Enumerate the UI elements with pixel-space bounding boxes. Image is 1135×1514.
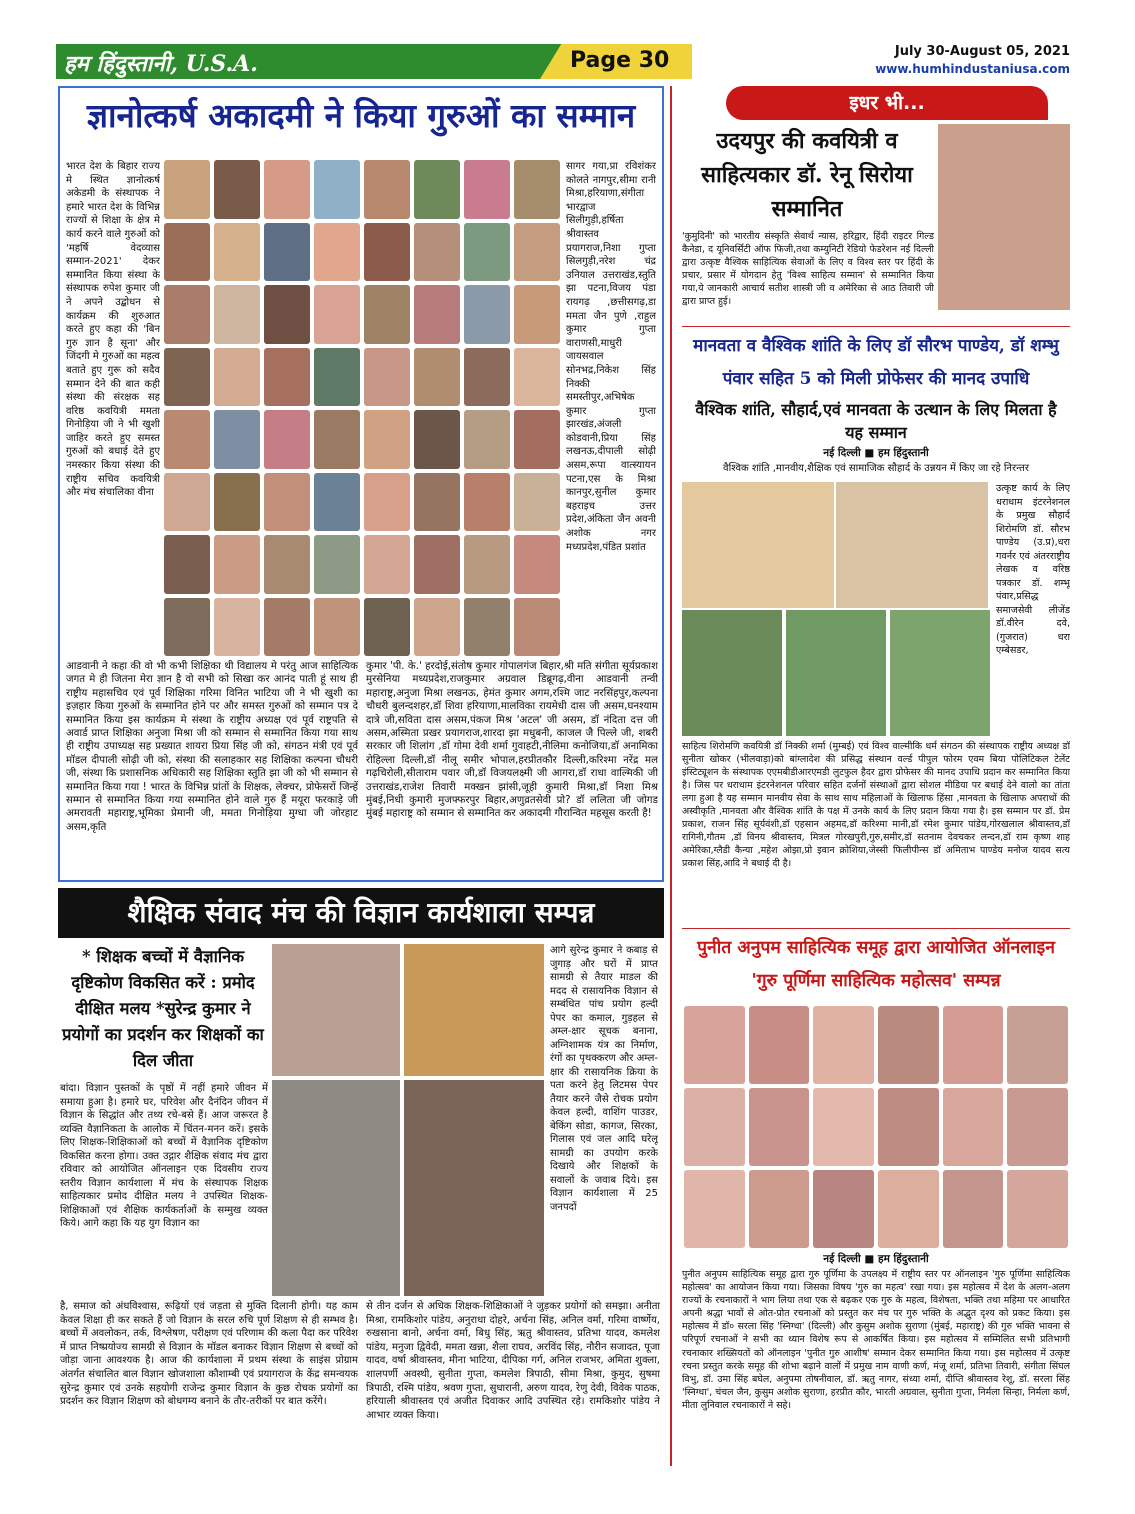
honoree-photo <box>214 160 260 219</box>
participant-photo <box>684 1170 745 1248</box>
participant-photo <box>813 1088 874 1166</box>
article1-title: ज्ञानोत्कर्ष अकादमी ने किया गुरुओं का सम्मान <box>86 96 636 135</box>
honoree-photo <box>314 598 360 657</box>
honoree-photo <box>464 535 510 594</box>
participant-photo <box>749 1170 810 1248</box>
article2-subhead: * शिक्षक बच्चों में वैज्ञानिक दृष्टिकोण विकसित करें : प्रमोद दीक्षित मलय *सुरेन्द्र कुमार ने प्रयोगों का प्रदर्शन कर शिक्षकों का दिल जीता <box>62 947 264 1070</box>
participant-photo <box>878 1088 939 1166</box>
honoree-photo <box>364 285 410 344</box>
honoree-photo <box>314 223 360 282</box>
honoree-photo <box>314 535 360 594</box>
participant-photo <box>1007 1088 1068 1166</box>
honoree-photo <box>364 598 410 657</box>
honoree-photo <box>164 348 210 407</box>
article2-bottom-left: है, समाज को अंधविश्वास, रूढ़ियों एवं जड़ता से मुक्ति दिलानी होगी। यह काम केवल शिक्षा ही कर सकते हैं जो विज्ञान के सरल रुचि पूर्ण शिक्षण से ही सम्भव है। बच्चों में अवलोकन, तर्क, विश्लेषण, परीक्षण एवं परिणाम की कला पैदा कर परिवेश में प्राप्त निष्प्रयोज्य सामग्री से विज्ञान के मॉडल बनाकर विज्ञान शिक्षण से बच्चों को जोड़ा जाना आवश्यक है। आज की कार्यशाला में प्रथम संस्था के साइंस प्रोग्राम अंतर्गत संचालित बाल विज्ञान खोजशाला कौशाम्बी एवं प्रयागराज के केंद्र समन्वयक सुरेन्द्र कुमार एवं उनके सहयोगी राजेन्द्र कुमार विज्ञान के कुछ रोचक प्रयोगों का प्रदर्शन कर विज्ञान शिक्षण को बोधगम्य बनाने के तौर-तरीकों पर बात करेंगे। <box>60 1301 358 1408</box>
honoree-photo <box>314 348 360 407</box>
honoree-photo <box>414 598 460 657</box>
honoree-photo <box>464 348 510 407</box>
participant-photo <box>943 1170 1004 1248</box>
story3-photo-grid <box>684 1006 1068 1248</box>
section-label-idhar-bhi: इधर भी... <box>726 86 1048 120</box>
story3-body: पुनीत अनुपम साहित्यिक समूह द्वारा गुरु पूर्णिमा के उपलक्ष्य में राष्ट्रीय स्तर पर ऑनलाइन 'गुरु पूर्णिमा साहित्यिक महोत्सव' का आयोजन किया गया। जिसका विषय 'गुरु का महत्व' रखा गया। इस महोत्सव में देश के अलग-अलग राज्यों के रचनाकारों ने भाग लिया तथा एक से बढ़कर एक गुरु के महत्व, विशेषता, भक्ति तथा महिमा पर आधारित अपनी श्रद्धा भावों से ओत-प्रोत रचनाओं को प्रस्तुत कर मंच पर गुरु भक्ति के अद्भुत दृश्य को प्रकट किया। इस महोत्सव में डॉ० सरला सिंह 'स्निग्धा' (दिल्ली) और कुसुम अशोक सुराणा (मुंबई, महाराष्ट्र) की गुरु भक्ति भावना से परिपूर्ण रचनाओं ने सभी का ध्यान विशेष रूप से आकर्षित किया। इस महोत्सव में सम्मिलित सभी प्रतिभागी रचनाकार शख्सियतों को ऑनलाइन 'पुनीत गुरु आशीष' सम्मान देकर सम्मानित किया गया। इस महोत्सव में उत्कृष्ट रचना प्रस्तुत करके समूह की शोभा बढ़ाने वालों में प्रमुख नाम वाणी कर्ण, मंजू शर्मा, प्रतिभा तिवारी, संगीता सिंघल विभु, डॉ. उमा सिंह बघेल, अनुपमा तोषनीवाल, डॉ. ऋतु नागर, संध्या शर्मा, दीप्ति श्रीवास्तव रेशू, डॉ. सरला सिंह 'स्निग्धा', चंचल जैन, कुसुम अशोक सुराणा, हरप्रीत कौर, भारती अग्रवाल, सुनीता गुप्ता, निर्मला सिन्हा, निर्मला कर्ण, मीता लुनिवाल रचनाकारों ने सहे। <box>682 1269 1070 1411</box>
participant-photo <box>813 1006 874 1084</box>
honoree-photo <box>414 223 460 282</box>
honoree-photo <box>264 535 310 594</box>
masthead-title: हम हिंदुस्तानी, U.S.A. <box>64 51 258 77</box>
honoree-photo <box>264 223 310 282</box>
story2-subtitle: वैश्विक शांति, सौहार्द,एवं मानवता के उत्थान के लिए मिलता है यह सम्मान <box>695 400 1057 442</box>
story2-body: साहित्य शिरोमणि कवयित्री डॉ निक्की शर्मा (मुम्बई) एवं विश्व वाल्मीकि धर्म संगठन की संस्थापक राष्ट्रीय अध्यक्ष डॉ सुनीता खोकर (भीलवाड़ा)को बांग्लादेश की प्रसिद्ध संस्थान वर्ल्ड पीपुल फोरम एवम बिया पोलिटिकल टेलेंट इंस्टिट्यूशन के संस्थापक एएमबीडीआरएमडी लुटफुल हैदर द्वारा प्रोफेसर की मानद उपाधि प्रदान कर सम्मानित किया है। जिस पर धराधाम इंटरनेशनल परिवार सहित दर्जनों संस्थाओं द्वारा सोशल मीडिया पर बधाई देने वालो का तांता लगा हुआ है यह सम्मान मानवीय सेवा के साथ साथ महिलाओं के खिलाफ हिंसा ,मानवता के खिलाफ अपराधों की अस्वीकृति ,मानवता और वैश्विक शांति के पक्ष में उनके कार्य के लिए प्रदान किया गया है। इस सम्मान पर डॉ. प्रेम प्रकाश, राजन सिंह सूर्यवंशी,डॉ एहसान अहमद,डॉ करिश्मा मानी,डॉ रमेश कुमार पांडेय,गोरखलाल श्रीवास्तव,डॉ रागिनी,गौतम ,डॉ विनय श्रीवास्तव, मित्रल गोरखपुरी,गुरु,समीर,डॉ सतनाम देवचकर लन्दन,डॉ राम कृष्ण शाह अमेरिका,ग्लैडी कैन्या ,महेश ओझा,प्रो इवान क्रोशिया,जेस्सी फिलीपीन्स डॉ अमिताभ पाण्डेय मनोज यादव सत्य प्रकाश सिंह,आदि ने बधाई दी है। <box>682 741 1070 869</box>
honoree-photo <box>464 160 510 219</box>
story-divider <box>682 928 1070 929</box>
honoree-photo <box>314 473 360 532</box>
article2-col-right: आगे सुरेन्द्र कुमार ने कबाड़ से जुगाड़ और घरों में प्राप्त सामग्री से तैयार माडल की मदद से रासायनिक विज्ञान से सम्बंधित पांच प्रयोग हल्दी पेपर का कमाल, गुड़हल से अम्ल-क्षार सूचक बनाना, अग्निशामक यंत्र का निर्माण, रंगों का पृथक्करण और अम्ल-क्षार की रासायनिक क्रिया के पता करने हेतु लिटमस पेपर तैयार करने जैसे रोचक प्रयोग केवल हल्दी, वाशिंग पाउडर, बेकिंग सोडा, कागज, सिरका, गिलास एवं जल आदि घरेलू सामग्री का उपयोग करके दिखाये और शिक्षकों के सवालों के जवाब दिये। इस विज्ञान कार्यशाला में 25 जनपदों <box>550 945 658 1213</box>
page-number: Page 30 <box>570 48 670 73</box>
article1-bottom-left: आडवानी ने कहा की वो भी कभी शिक्षिका थी विद्यालय मे परंतु आज साहित्यिक जगत मे ही जितना मेरा ज्ञान है वो सभी को सिखा कर आनंद पाती हूं साथ ही राष्ट्रीय महासचिव एवं पूर्व शिक्षिका गरिमा विनित भाटिया जी ने भी खुशी का इज़हार किया गुरुओं के सम्मानित होने पर और समस्त गुरुओं को सम्मान पत्र दे सम्मानित किया इस कार्यक्रम मे संस्था के राष्ट्रीय अध्यक्ष एवं पूर्व राष्ट्रपति से अवार्ड प्राप्त शिक्षिका अनुजा मिश्रा जी को सम्मान से सम्मानित किया गया साथ ही राष्ट्रीय उपाध्यक्ष सह प्रख्यात शायरा प्रिया सिंह जी को, संगठन मंत्री एवं पूर्व मॉडल दीपाली सोढ़ी जी को, संस्था की सलाहकार सह शिक्षिका कल्पना चौधरी जी, संस्था कि प्रशासनिक अधिकारी सह शिक्षिका स्तुति झा जी को भी सम्मान से सम्मानित किया गया ! भारत के विभिन्न प्रांतों के शिक्षक, लेक्चर, प्रोफेसरों जिन्हें सम्मान से सम्मानित किया गया सम्मानित होने वाले गुरु हैं मयूरा फरकाडे़ जी अमरावती महाराष्ट्र,भूमिका प्रेमानी जी, ममता गिनोड़िया मुग्धा जी जोरहाट असम,कृति <box>66 661 358 833</box>
honoree-photo <box>414 348 460 407</box>
honoree-photo <box>164 535 210 594</box>
honoree-photo <box>164 473 210 532</box>
workshop-photo-presenter <box>404 1080 544 1296</box>
honoree-photo <box>164 160 210 219</box>
honoree-photo <box>464 223 510 282</box>
story2-side: उत्कृष्ट कार्य के लिए धराधाम इंटरनेशनल के प्रमुख सौहार्द शिरोमणि डॉ. सौरभ पाण्डेय (उ.प्र),धरा गवर्नर एवं अंतरराष्ट्रीय लेखक व वरिष्ठ पत्रकार डॉ. शम्भू पंवार,प्रसिद्ध समाजसेवी लीजेंड डॉ.वीरेन दवे,(गुजरात) धरा एम्बेसडर, <box>996 483 1070 656</box>
honoree-photo <box>414 473 460 532</box>
honoree-photo-nikki-sharma <box>786 610 886 736</box>
honoree-photo <box>464 473 510 532</box>
honoree-photo <box>264 598 310 657</box>
story2-lead: वैश्विक शांति ,मानवीय,शैक्षिक एवं सामाजिक सौहार्द के उन्नयन में किए जा रहे निरन्तर <box>723 463 1029 474</box>
honoree-photo <box>414 410 460 469</box>
honoree-photo <box>514 348 560 407</box>
honoree-photo <box>164 285 210 344</box>
story2-dateline: नई दिल्ली ■ हम हिंदुस्तानी <box>823 447 929 459</box>
website-link[interactable]: www.humhindustaniusa.com <box>875 62 1070 76</box>
story-divider <box>682 326 1070 327</box>
honoree-photo <box>514 598 560 657</box>
honoree-photo <box>164 410 210 469</box>
participant-photo <box>749 1006 810 1084</box>
honoree-photo <box>264 410 310 469</box>
honoree-photo <box>314 160 360 219</box>
workshop-photo-demo <box>272 1080 400 1296</box>
honoree-photo <box>364 223 410 282</box>
honoree-photo <box>364 410 410 469</box>
honoree-photo-viren-dave <box>682 610 782 736</box>
honoree-photo <box>514 473 560 532</box>
honoree-photo <box>264 473 310 532</box>
participant-photo <box>1007 1006 1068 1084</box>
honoree-photo <box>464 285 510 344</box>
honoree-photo <box>214 223 260 282</box>
honoree-photo <box>214 473 260 532</box>
honoree-photo <box>514 223 560 282</box>
honoree-photo <box>264 285 310 344</box>
participant-photo <box>684 1088 745 1166</box>
honoree-photo <box>464 598 510 657</box>
story2-title: मानवता व वैश्विक शांति के लिए डॉ सौरभ पाण्डेय, डॉ शम्भु पंवार सहित 5 को मिली प्रोफेसर की मानद उपाधि <box>693 336 1059 389</box>
participant-photo <box>1007 1170 1068 1248</box>
article2-bottom-right: से तीन दर्जन से अधिक शिक्षक-शिक्षिकाओं ने जुड़कर प्रयोगों को समझा। अनीता मिश्रा, रामकिशोर पांडेय, अनुराधा दोहरे, अर्चना सिंह, अनिल वर्मा, गरिमा वार्ष्णेय, रुखसाना बानो, अर्चना वर्मा, बिधु सिंह, ऋतु श्रीवास्तव, प्रतिभा यादव, कमलेश पांडेय, मनुजा द्विवेदी, ममता खन्ना, शैला राघव, अरविंद सिंह, नौरीन सजादत, पूजा यादव, वर्षा श्रीवास्तव, मीना भाटिया, दीपिका गर्ग, अनिल राजभर, अमिता शुक्ला, शालपर्णी अवस्थी, सुनीता गुप्ता, कमलेश त्रिपाठी, सीमा मिश्रा, कुमुद, सुषमा त्रिपाठी, रश्मि पांडेय, श्रवण गुप्ता, सुधारानी, अरुण यादव, रेणु देवी, विवेक पाठक, हरियाली श्रीवास्तव एवं अजीत दिवाकर आदि उपस्थित रहे। रामकिशोर पांडेय ने आभार व्यक्त किया। <box>366 1301 660 1421</box>
renu-siroya-photo <box>938 124 1070 310</box>
story3-title: पुनीत अनुपम साहित्यिक समूह द्वारा आयोजित ऑनलाइन 'गुरु पूर्णिमा साहित्यिक महोत्सव' सम्पन्न <box>697 938 1055 991</box>
honoree-photo <box>214 598 260 657</box>
honoree-photo <box>514 535 560 594</box>
honoree-photo <box>164 598 210 657</box>
participant-photo <box>813 1170 874 1248</box>
honoree-photo <box>514 410 560 469</box>
honoree-photo <box>314 285 360 344</box>
article1-bottom-right: कुमार 'पी. के.' हरदोई,संतोष कुमार गोपालगंज बिहार,श्री मति संगीता सूर्यप्रकाश मुरसेनिया मध्यप्रदेश,राजकुमार अग्रवाल डिब्रूगढ़,वीना आडवानी तन्वी महाराष्ट्र,अनुजा मिश्रा लखनऊ, हेमंत कुमार अगम,रश्मि जाट नरसिंहपुर,कल्पना चौधरी बुलन्दशहर,डॉ शिवा हरियाणा,मालविका रायमेधी दास जी असम,घनश्याम दात्रे जी,सविता दास असम,पंकज मिश्र 'अटल' जी असम, डॉ नंदिता दत्त जी असम,अस्मिता प्रखर प्रयागराज,शारदा झा मधुबनी, काजल जै पिल्ले जी, शबरी सरकार जी शिलांग ,डॉ गोमा देवी शर्मा गुवाहटी,नीलिमा कनोजिया,डॉ अनामिका रोहिल्ला दिल्ली,डॉ नीलू समीर भोपाल,हरप्रीतकौर दिल्ली,करिश्मा नरेंद्र मल गढ़चिरोली,सीताराम पवार जी,डॉ विजयलक्ष्मी जी आगरा,डॉ राधा वाल्मिकी जी उत्तराखंड,राजेश तिवारी मक्खन झांसी,जूही कुमारी मिश्रा,डॉ निशा मिश्र मुंबई,निधी कुमारी मुजफ्फरपुर बिहार,अणुव्रतसेवी प्रो? डॉ ललिता जी जोगड मुंबई महाराष्ट्र को सम्मान से सम्मानित कर अकादमी गौरान्वित महसूस करती है! <box>366 661 658 820</box>
honoree-photo <box>164 223 210 282</box>
participant-photo <box>878 1170 939 1248</box>
honoree-photo <box>264 160 310 219</box>
story1-title: उदयपुर की कवयित्री व साहित्यकार डॉ. रेनू सिरोया सम्मानित <box>701 128 913 222</box>
participant-photo <box>684 1006 745 1084</box>
article1-col-right: सागर गया,प्रा रविशंकर कोलते नागपुर,सीमा रानी मिश्रा,हरियाणा,संगीता भारद्वाज सिलीगुड़ी,हर्षिता श्रीवास्तव प्रयागराज,निशा गुप्ता सिलगुड़ी,नरेश चंद्र उनियाल उत्तराखंड,स्तुति झा पटना,विजय पंडा रायगढ़ ,छत्तीसगढ़,डा ममता जैन पुणे ,राहुल कुमार गुप्ता वाराणसी,माधुरी जायसवाल सोनभद्र,निकेश सिंह निक्की समस्तीपुर,अभिषेक कुमार गुप्ता झारखंड,अंजली कोडवानी,प्रिया सिंह लखनऊ,दीपाली सोढ़ी असम,रूपा वात्स्यायन पटना,एस के मिश्रा कानपुर,सुनील कुमार बहराइच उत्तर प्रदेश,अंकिता जैन अवनी अशोक नगर मध्यप्रदेश,पंडित प्रशांत <box>566 161 656 553</box>
honoree-photo <box>464 410 510 469</box>
article2-title: शैक्षिक संवाद मंच की विज्ञान कार्यशाला सम्पन्न <box>58 888 664 938</box>
honoree-photo-sunita-khokar <box>890 610 990 736</box>
honoree-photo <box>364 348 410 407</box>
story3-dateline: नई दिल्ली ■ हम हिंदुस्तानी <box>823 1253 929 1265</box>
honoree-photo-shambhu-panwar <box>836 482 988 608</box>
column-divider <box>670 86 672 1466</box>
honoree-photo <box>414 285 460 344</box>
honoree-photo <box>514 285 560 344</box>
participant-photo <box>943 1088 1004 1166</box>
honoree-photo <box>314 410 360 469</box>
workshop-photo-experiment <box>404 944 544 1076</box>
article1-col-left: भारत देश के बिहार राज्य मे स्थित ज्ञानोत्कर्ष अकेडमी के संस्थापक ने हमारे भारत देश के विभिन्न राज्यों से शिक्षा के क्षेत्र मे कार्य करने वाले गुरुओं को 'महर्षि वेदव्यास सम्मान-2021' देकर सम्मानित किया संस्था के संस्थापक रुपेश कुमार जी ने अपने उद्बोधन से कार्यक्रम की शुरुआत करते हुए कहा की 'बिन गुरु ज्ञान है सूना' और जिंदगी मे गुरुओं का महत्व बताते हुए गुरू को सदैव सम्मान देने की बात कही संस्था की संरक्षक सह वरिष्ठ कवयित्री ममता गिनोड़िया जी ने भी खुशी जाहिर करते हुए समस्त गुरुओं को बधाई देते हुए नमस्कार किया संस्था की राष्ट्रीय सचिव कवयित्री और मंच संचालिका वीना <box>66 161 160 499</box>
honoree-photo <box>514 160 560 219</box>
honoree-photo <box>264 348 310 407</box>
workshop-photo-speaker <box>272 944 400 1076</box>
honoree-photo <box>214 285 260 344</box>
participant-photo <box>878 1006 939 1084</box>
honoree-photo <box>414 160 460 219</box>
honoree-photo-saurabh-pandey <box>682 482 834 608</box>
honoree-photo <box>214 535 260 594</box>
issue-date: July 30-August 05, 2021 <box>894 44 1070 59</box>
story1-body: 'कुमुदिनी' को भारतीय संस्कृति सेवार्थ न्यास, हरिद्वार, हिंदी राइटर गिल्ड कैनेडा, द यूनिवर्सिटी ऑफ फिजी,तथा कम्युनिटी रेडियो फेडरेशन नई दिल्ली द्वारा उत्कृष्ट वैश्विक साहित्यिक सेवाओं के लिए व विश्व स्तर पर हिंदी के प्रचार, प्रसार में योगदान हेतु 'विश्व साहित्य सम्मान' से सम्मानित किया गया,ये जानकारी आचार्य सतीश शास्त्री जी व अमेरिका से आठ तिवारी जी द्वारा प्राप्त हुई। <box>682 231 934 307</box>
participant-photo <box>749 1088 810 1166</box>
honoree-photo <box>414 535 460 594</box>
article2-col-left: बांदा। विज्ञान पुस्तकों के पृष्ठों में नहीं हमारे जीवन में समाया हुआ है। हमारे घर, परिवेश और दैनंदिन जीवन में विज्ञान के सिद्धांत और तथ्य रचे-बसे हैं। आज जरूरत है व्यक्ति वैज्ञानिकता के आलोक में चिंतन-मनन करें। इसके लिए शिक्षक-शिक्षिकाओं को बच्चों में वैज्ञानिक दृष्टिकोण विकसित करना होगा। उक्त उद्गार शैक्षिक संवाद मंच द्वारा रविवार को आयोजित ऑनलाइन एक दिवसीय राज्य स्तरीय विज्ञान कार्यशाला में मंच के संस्थापक शिक्षक साहित्यकार प्रमोद दीक्षित मलय ने उपस्थित शिक्षक-शिक्षिकाओं एवं शैक्षिक कार्यकर्ताओं के सम्मुख व्यक्त किये। आगे कहा कि यह युग विज्ञान का <box>60 1083 268 1229</box>
honoree-photo <box>364 160 410 219</box>
participant-photo <box>943 1006 1004 1084</box>
honoree-photo <box>364 535 410 594</box>
honoree-photo <box>214 348 260 407</box>
article1-photo-grid <box>164 160 560 656</box>
honoree-photo <box>214 410 260 469</box>
honoree-photo <box>364 473 410 532</box>
